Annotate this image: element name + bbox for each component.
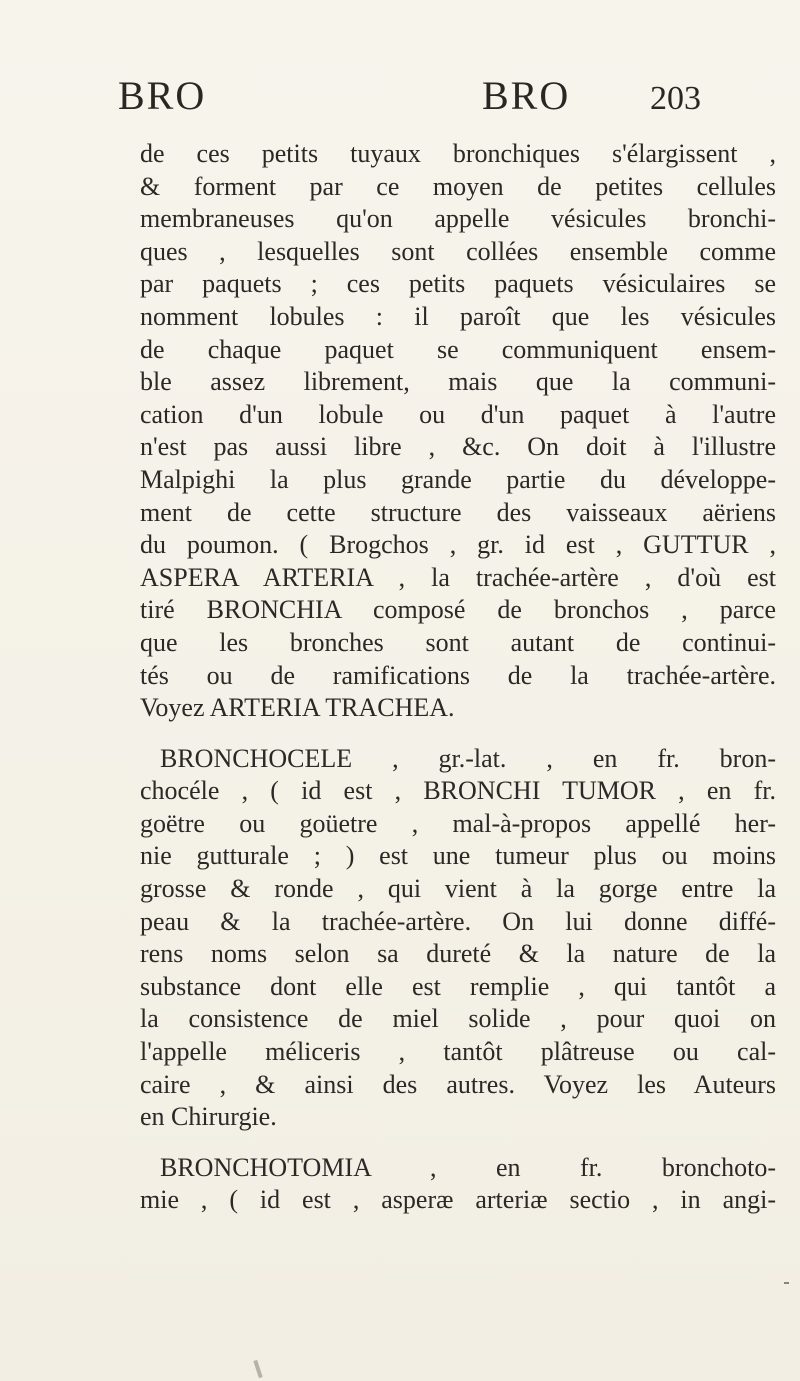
margin-mark — [784, 1282, 789, 1284]
text-line: tés ou de ramifications de la trachée-artère. — [140, 660, 776, 690]
paper-blemish — [253, 1360, 262, 1378]
text-line: la consistence de miel solide , pour quoi on — [140, 1004, 776, 1034]
text-line: l'appelle méliceris , tantôt plâtreuse ou cal- — [140, 1037, 776, 1067]
text-line: chocéle , ( id est , BRONCHI TUMOR , en fr. — [140, 776, 776, 806]
text-line: caire , & ainsi des autres. Voyez les Auteurs — [140, 1069, 776, 1099]
text-line: ment de cette structure des vaisseaux aëriens — [140, 497, 776, 527]
text-line: goëtre ou goüetre , mal-à-propos appellé her- — [140, 808, 776, 838]
entry-heading-line: BRONCHOTOMIA , en fr. bronchoto- — [160, 1152, 776, 1182]
text-line: cation d'un lobule ou d'un paquet à l'autre — [140, 399, 776, 429]
text-line: ques , lesquelles sont collées ensemble comme — [140, 236, 776, 266]
text-line: en Chirurgie. — [140, 1102, 277, 1132]
text-line: mie , ( id est , asperæ arteriæ sectio , in angi- — [140, 1185, 776, 1215]
paragraph-gap — [140, 725, 776, 743]
text-line: rens noms selon sa dureté & la nature de la — [140, 939, 776, 969]
text-line: & forment par ce moyen de petites cellules — [140, 171, 776, 201]
text-line: substance dont elle est remplie , qui tantôt a — [140, 971, 776, 1001]
text-line: peau & la trachée-artère. On lui donne diffé- — [140, 906, 776, 936]
running-header — [0, 70, 800, 130]
text-line: membraneuses qu'on appelle vésicules bronchi- — [140, 204, 776, 234]
entry-bronchocele — [140, 743, 776, 1134]
page-body — [140, 138, 776, 1217]
paragraph-gap — [140, 1134, 776, 1152]
text-line: tiré BRONCHIA composé de bronchos , parce — [140, 595, 776, 625]
text-line: de ces petits tuyaux bronchiques s'élargissent , — [140, 139, 776, 168]
text-line: grosse & ronde , qui vient à la gorge entre la — [140, 874, 776, 904]
paragraph-continuation — [140, 138, 776, 725]
text-line: nie gutturale ; ) est une tumeur plus ou moins — [140, 841, 776, 871]
text-line: Malpighi la plus grande partie du développe- — [140, 464, 776, 494]
entry-heading-line: BRONCHOCELE , gr.-lat. , en fr. bron- — [160, 743, 776, 773]
page-number: 203 — [650, 80, 701, 117]
text-line: du poumon. ( Brogchos , gr. id est , GUTTUR , — [140, 530, 776, 560]
header-right-word: BRO — [482, 73, 571, 118]
text-line: nomment lobules : il paroît que les vésicules — [140, 301, 776, 331]
entry-bronchotomia — [140, 1152, 776, 1217]
text-line: ASPERA ARTERIA , la trachée-artère , d'où est — [140, 562, 776, 592]
text-line: que les bronches sont autant de continui- — [140, 627, 776, 657]
header-left-word: BRO — [118, 73, 207, 118]
text-line: Voyez ARTERIA TRACHEA. — [140, 693, 455, 723]
text-line: n'est pas aussi libre , &c. On doit à l'illustre — [140, 432, 776, 462]
text-line: ble assez librement, mais que la communi- — [140, 367, 776, 397]
text-line: par paquets ; ces petits paquets vésiculaires se — [140, 269, 776, 299]
text-line: de chaque paquet se communiquent ensem- — [140, 334, 776, 364]
